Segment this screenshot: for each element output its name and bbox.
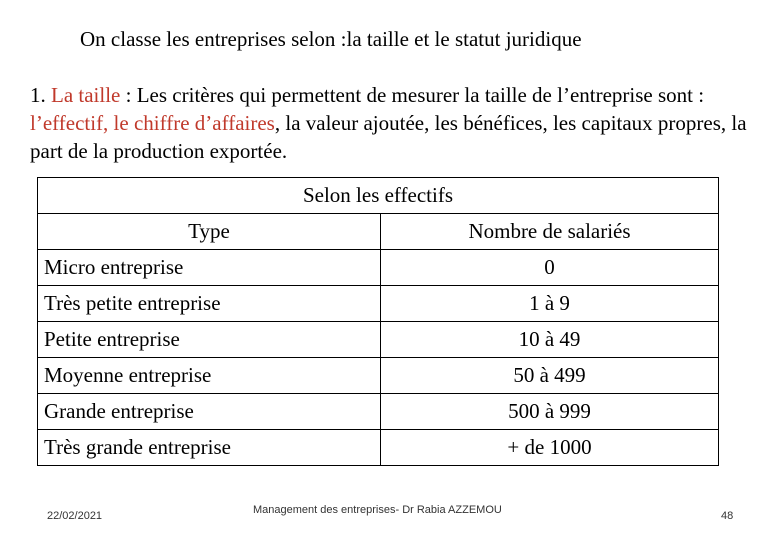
cell-count: + de 1000: [381, 430, 719, 466]
table-row: [38, 322, 719, 358]
cell-type: Moyenne entreprise: [38, 358, 381, 394]
paragraph-prefix: 1.: [30, 83, 51, 107]
cell-count: 500 à 999: [381, 394, 719, 430]
cell-type: Petite entreprise: [38, 322, 381, 358]
table-row: [38, 430, 719, 466]
cell-count: 1 à 9: [381, 286, 719, 322]
footer-date: 22/02/2021: [47, 510, 103, 522]
cell-type: Très grande entreprise: [38, 430, 381, 466]
employee-size-table: [37, 177, 719, 466]
table-row: [38, 286, 719, 322]
cell-count: 10 à 49: [381, 322, 719, 358]
paragraph-text-1: : Les critères qui permettent de mesurer la taille de l’entreprise sont :: [120, 83, 705, 107]
paragraph-text-2: , la valeur ajoutée, les bénéfices, les capitaux propres, la part de la production exportée.: [30, 111, 747, 163]
cell-count: 50 à 499: [381, 358, 719, 394]
size-criteria-paragraph: [30, 81, 760, 165]
table-row: [38, 394, 719, 430]
header-employee-count: Nombre de salariés: [381, 214, 719, 250]
cell-type: Très petite entreprise: [38, 286, 381, 322]
table-caption: Selon les effectifs: [38, 178, 719, 214]
cell-type: Micro entreprise: [38, 250, 381, 286]
paragraph-heading: La taille: [51, 83, 121, 107]
slide-title: On classe les entreprises selon :la taille et le statut juridique: [80, 27, 582, 51]
footer-course-author: Management des entreprises- Dr Rabia AZZEMOU: [253, 504, 502, 516]
footer-page-number: 48: [721, 510, 734, 522]
table-row: [38, 250, 719, 286]
table-row: [38, 358, 719, 394]
cell-count: 0: [381, 250, 719, 286]
cell-type: Grande entreprise: [38, 394, 381, 430]
header-type: Type: [38, 214, 381, 250]
paragraph-highlight: l’effectif, le chiffre d’affaires: [30, 111, 275, 135]
